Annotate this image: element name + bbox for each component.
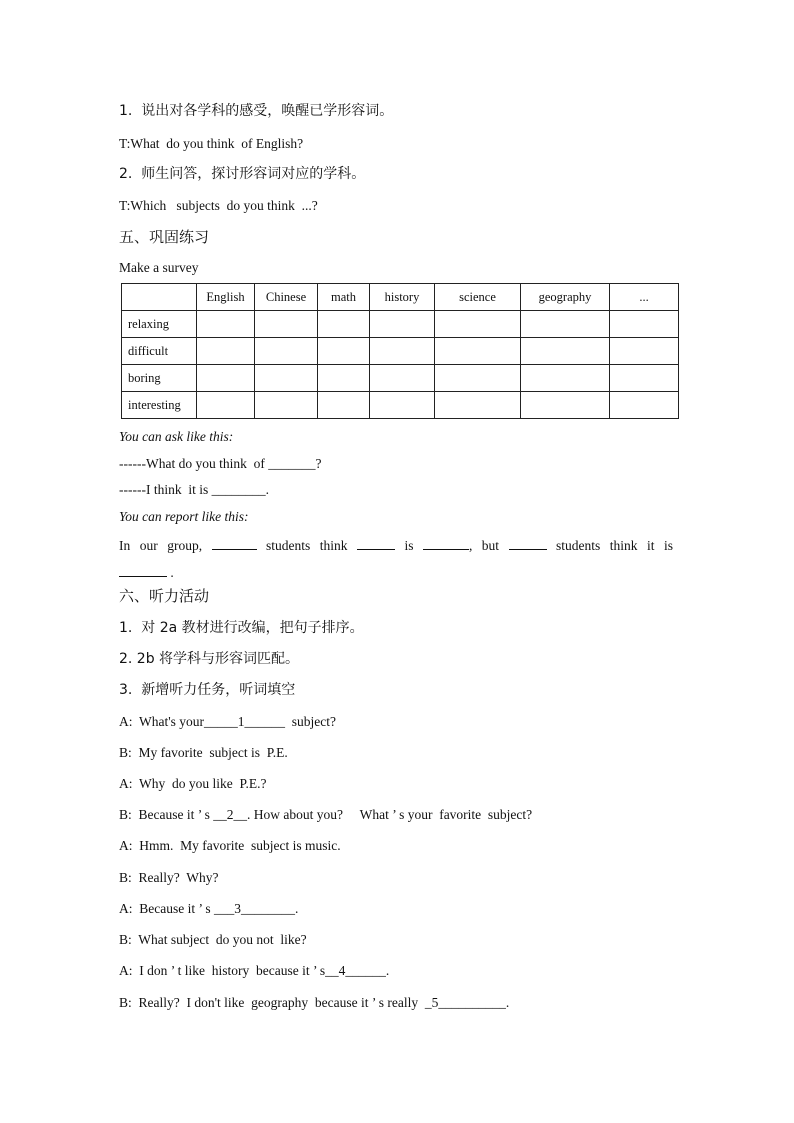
table-row (122, 365, 679, 392)
table-header-row (122, 284, 679, 311)
table-cell (197, 365, 255, 392)
report-blank (357, 536, 395, 550)
table-cell (610, 338, 679, 365)
table-cell (435, 338, 521, 365)
ask-label: You can ask like this: (119, 429, 234, 444)
table-cell (197, 311, 255, 338)
listening-step-2: 2. 2b 将学科与形容词匹配。 (119, 651, 300, 667)
section-heading-6: 六、听力活动 (119, 587, 210, 605)
listening-step-3: 3. 新增听力任务，听词填空 (119, 682, 296, 698)
row-header-boring: boring (122, 365, 197, 392)
ask-answer-line: ------I think it is ________. (119, 482, 269, 497)
report-text: students think it is (546, 538, 673, 553)
table-cell (610, 392, 679, 419)
report-text: is (394, 538, 423, 553)
dialogue-line-5: A: Hmm. My favorite subject is music. (119, 838, 341, 853)
row-header-difficult: difficult (122, 338, 197, 365)
table-row (122, 311, 679, 338)
dialogue-line-2: B: My favorite subject is P.E. (119, 745, 288, 760)
teacher-question-2: T:Which subjects do you think ...? (119, 198, 318, 213)
table-cell (435, 365, 521, 392)
report-blank (509, 536, 547, 550)
col-header-math: math (318, 284, 370, 311)
report-blank (423, 536, 469, 550)
table-cell (197, 392, 255, 419)
table-cell (318, 311, 370, 338)
table-cell (521, 338, 610, 365)
report-text: In our group, (119, 538, 212, 553)
row-header-interesting: interesting (122, 392, 197, 419)
table-cell (610, 365, 679, 392)
report-end-text: . (167, 565, 174, 580)
dialogue-line-8: B: What subject do you not like? (119, 932, 307, 947)
table-cell (370, 392, 435, 419)
table-row (122, 338, 679, 365)
table-cell (370, 311, 435, 338)
table-cell (255, 365, 318, 392)
section-heading-5: 五、巩固练习 (119, 228, 210, 246)
table-cell (435, 392, 521, 419)
col-header-science: science (435, 284, 521, 311)
dialogue-line-7: A: Because it ’ s ___3________. (119, 901, 299, 916)
teacher-question-1: T:What do you think of English? (119, 136, 304, 151)
table-cell (255, 311, 318, 338)
table-cell (610, 311, 679, 338)
table-cell (197, 338, 255, 365)
col-header-english: English (197, 284, 255, 311)
instruction-2: 2. 师生问答，探讨形容词对应的学科。 (119, 166, 366, 182)
report-text: students think (256, 538, 357, 553)
row-header-relaxing: relaxing (122, 311, 197, 338)
table-cell (521, 392, 610, 419)
report-blank (212, 536, 257, 550)
table-corner-cell (122, 284, 197, 311)
col-header-geography: geography (521, 284, 610, 311)
instruction-1: 1. 说出对各学科的感受，唤醒已学形容词。 (119, 103, 394, 119)
dialogue-line-4: B: Because it ’ s __2__. How about you? What ’ s your favorite subject? (119, 807, 533, 822)
col-header-history: history (370, 284, 435, 311)
report-label: You can report like this: (119, 509, 249, 524)
table-cell (318, 365, 370, 392)
report-sentence-end (119, 563, 174, 583)
report-sentence (119, 536, 673, 556)
col-header-chinese: Chinese (255, 284, 318, 311)
ask-question-line: ------What do you think of _______? (119, 456, 322, 471)
table-cell (318, 392, 370, 419)
survey-title: Make a survey (119, 260, 199, 275)
dialogue-line-3: A: Why do you like P.E.? (119, 776, 267, 791)
listening-step-1: 1. 对 2a 教材进行改编，把句子排序。 (119, 620, 364, 636)
survey-table (121, 283, 679, 419)
table-cell (521, 365, 610, 392)
report-blank (119, 563, 167, 577)
dialogue-line-6: B: Really? Why? (119, 870, 219, 885)
dialogue-line-10: B: Really? I don't like geography because it ’ s really _5__________. (119, 995, 510, 1010)
table-cell (370, 338, 435, 365)
dialogue-line-9: A: I don ’ t like history because it ’ s__4______. (119, 963, 390, 978)
table-cell (521, 311, 610, 338)
table-cell (318, 338, 370, 365)
table-cell (435, 311, 521, 338)
dialogue-line-1: A: What's your_____1______ subject? (119, 714, 337, 729)
report-text: , but (468, 538, 509, 553)
table-cell (370, 365, 435, 392)
table-row (122, 392, 679, 419)
col-header-more: ... (610, 284, 679, 311)
table-cell (255, 392, 318, 419)
table-cell (255, 338, 318, 365)
